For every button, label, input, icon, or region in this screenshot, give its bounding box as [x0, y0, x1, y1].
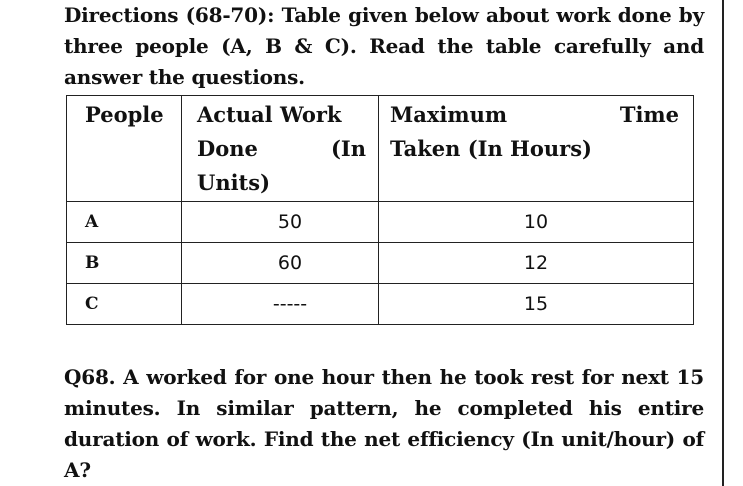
header-actual-line1: Actual Work: [197, 102, 342, 127]
cell-time: 15: [379, 284, 694, 325]
data-table: [66, 95, 694, 325]
cell-work: 60: [182, 243, 379, 284]
header-people-label: People: [85, 102, 164, 127]
cell-work: 50: [182, 202, 379, 243]
cell-time: 12: [379, 243, 694, 284]
cell-person: A: [67, 202, 182, 243]
question-68: Q68. A worked for one hour then he took rest for next 15 minutes. In similar pattern, he completed his entire duration of work. Find the net efficiency (In unit/hour) of A?: [64, 365, 704, 482]
header-actual-line3: Units): [197, 170, 271, 195]
header-max-line1: [390, 98, 685, 132]
table-row: [67, 243, 694, 284]
cell-person: C: [67, 284, 182, 325]
directions-paragraph: Directions (68-70): Table given below about work done by three people (A, B & C). Read the table carefully and answer the questions.: [64, 3, 704, 89]
table-row: [67, 202, 694, 243]
header-max-time-word: Time: [619, 102, 679, 127]
header-max-line2: Taken (In Hours): [390, 136, 592, 161]
page-border-line: [722, 0, 724, 486]
header-actual-in: (In: [330, 136, 366, 161]
cell-person: B: [67, 243, 182, 284]
header-max-time: [379, 96, 694, 202]
header-people: [67, 96, 182, 202]
header-actual-work: [182, 96, 379, 202]
header-max-maximum: Maximum: [390, 102, 508, 127]
cell-time: 10: [379, 202, 694, 243]
header-actual-done: Done: [197, 136, 258, 161]
cell-work: -----: [182, 284, 379, 325]
header-actual-line2: [197, 132, 378, 166]
table-header-row: [67, 96, 694, 202]
table-row: [67, 284, 694, 325]
